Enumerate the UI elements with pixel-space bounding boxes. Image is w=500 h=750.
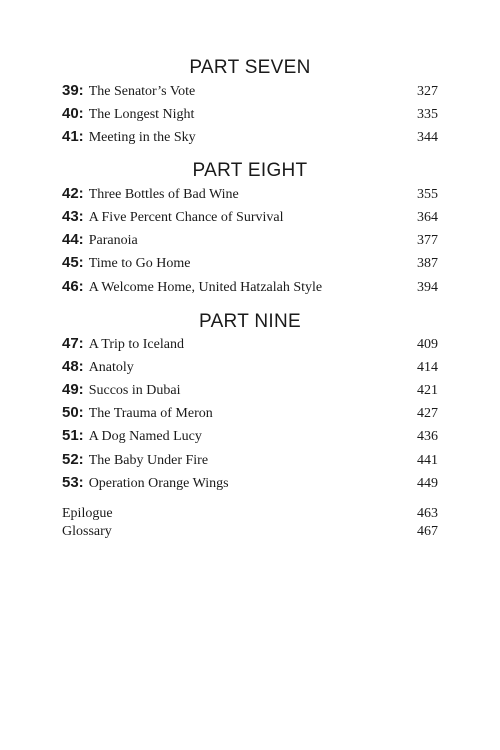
chapter-number: 53: <box>62 474 84 491</box>
toc-entry[interactable] <box>62 231 438 253</box>
chapter-title: The Baby Under Fire <box>88 453 209 468</box>
toc-entry[interactable] <box>62 105 438 127</box>
toc-entry[interactable] <box>62 335 438 357</box>
toc-entry[interactable] <box>62 404 438 426</box>
page-number: 467 <box>417 524 438 539</box>
chapter-title: A Welcome Home, United Hatzalah Style <box>88 280 323 295</box>
toc-entry[interactable] <box>62 254 438 276</box>
chapter-number: 47: <box>62 335 84 352</box>
chapter-number: 44: <box>62 231 84 248</box>
chapter-number: 42: <box>62 185 84 202</box>
page-number: 364 <box>417 210 438 225</box>
chapter-number: 49: <box>62 381 84 398</box>
page-number: 436 <box>417 429 438 444</box>
chapter-title: The Senator’s Vote <box>88 84 196 99</box>
chapter-title: Time to Go Home <box>88 256 191 271</box>
chapter-title: Anatoly <box>88 360 134 375</box>
page-number: 427 <box>417 406 438 421</box>
toc-entry-glossary[interactable] <box>62 524 438 546</box>
chapter-number: 41: <box>62 128 84 145</box>
chapter-title: Three Bottles of Bad Wine <box>88 187 239 202</box>
chapter-title: Operation Orange Wings <box>88 476 229 491</box>
toc-entry[interactable] <box>62 427 438 449</box>
page-number: 441 <box>417 453 438 468</box>
part-nine-heading: PART NINE <box>199 311 301 332</box>
page-number: 394 <box>417 280 438 295</box>
chapter-number: 51: <box>62 427 84 444</box>
chapter-number: 46: <box>62 278 84 295</box>
page-number: 414 <box>417 360 438 375</box>
toc-entry[interactable] <box>62 474 438 496</box>
part-eight-heading: PART EIGHT <box>192 160 308 181</box>
chapter-title: Meeting in the Sky <box>88 130 196 145</box>
chapter-number: 43: <box>62 208 84 225</box>
toc-entry[interactable] <box>62 358 438 380</box>
page-number: 409 <box>417 337 438 352</box>
toc-entry[interactable] <box>62 278 438 300</box>
chapter-title: Paranoia <box>88 233 138 248</box>
chapter-title: Succos in Dubai <box>88 383 181 398</box>
page-number: 355 <box>417 187 438 202</box>
chapter-title: A Dog Named Lucy <box>88 429 202 444</box>
chapter-number: 40: <box>62 105 84 122</box>
toc-entry[interactable] <box>62 128 438 150</box>
page-number: 421 <box>417 383 438 398</box>
part-seven-heading: PART SEVEN <box>189 57 311 78</box>
chapter-number: 45: <box>62 254 84 271</box>
back-matter-title: Epilogue <box>62 506 113 521</box>
toc-entry[interactable] <box>62 208 438 230</box>
chapter-title: A Five Percent Chance of Survival <box>88 210 284 225</box>
chapter-title: The Trauma of Meron <box>88 406 213 421</box>
toc-entry[interactable] <box>62 381 438 403</box>
page-number: 335 <box>417 107 438 122</box>
toc-entry[interactable] <box>62 451 438 473</box>
page-number: 463 <box>417 506 438 521</box>
page-number: 377 <box>417 233 438 248</box>
toc-entry[interactable] <box>62 185 438 207</box>
chapter-number: 52: <box>62 451 84 468</box>
chapter-number: 48: <box>62 358 84 375</box>
toc-entry[interactable] <box>62 82 438 104</box>
back-matter-title: Glossary <box>62 524 112 539</box>
chapter-title: A Trip to Iceland <box>88 337 184 352</box>
chapter-number: 50: <box>62 404 84 421</box>
page-number: 449 <box>417 476 438 491</box>
page-number: 327 <box>417 84 438 99</box>
page-number: 387 <box>417 256 438 271</box>
page-number: 344 <box>417 130 438 145</box>
chapter-title: The Longest Night <box>88 107 195 122</box>
chapter-number: 39: <box>62 82 84 99</box>
